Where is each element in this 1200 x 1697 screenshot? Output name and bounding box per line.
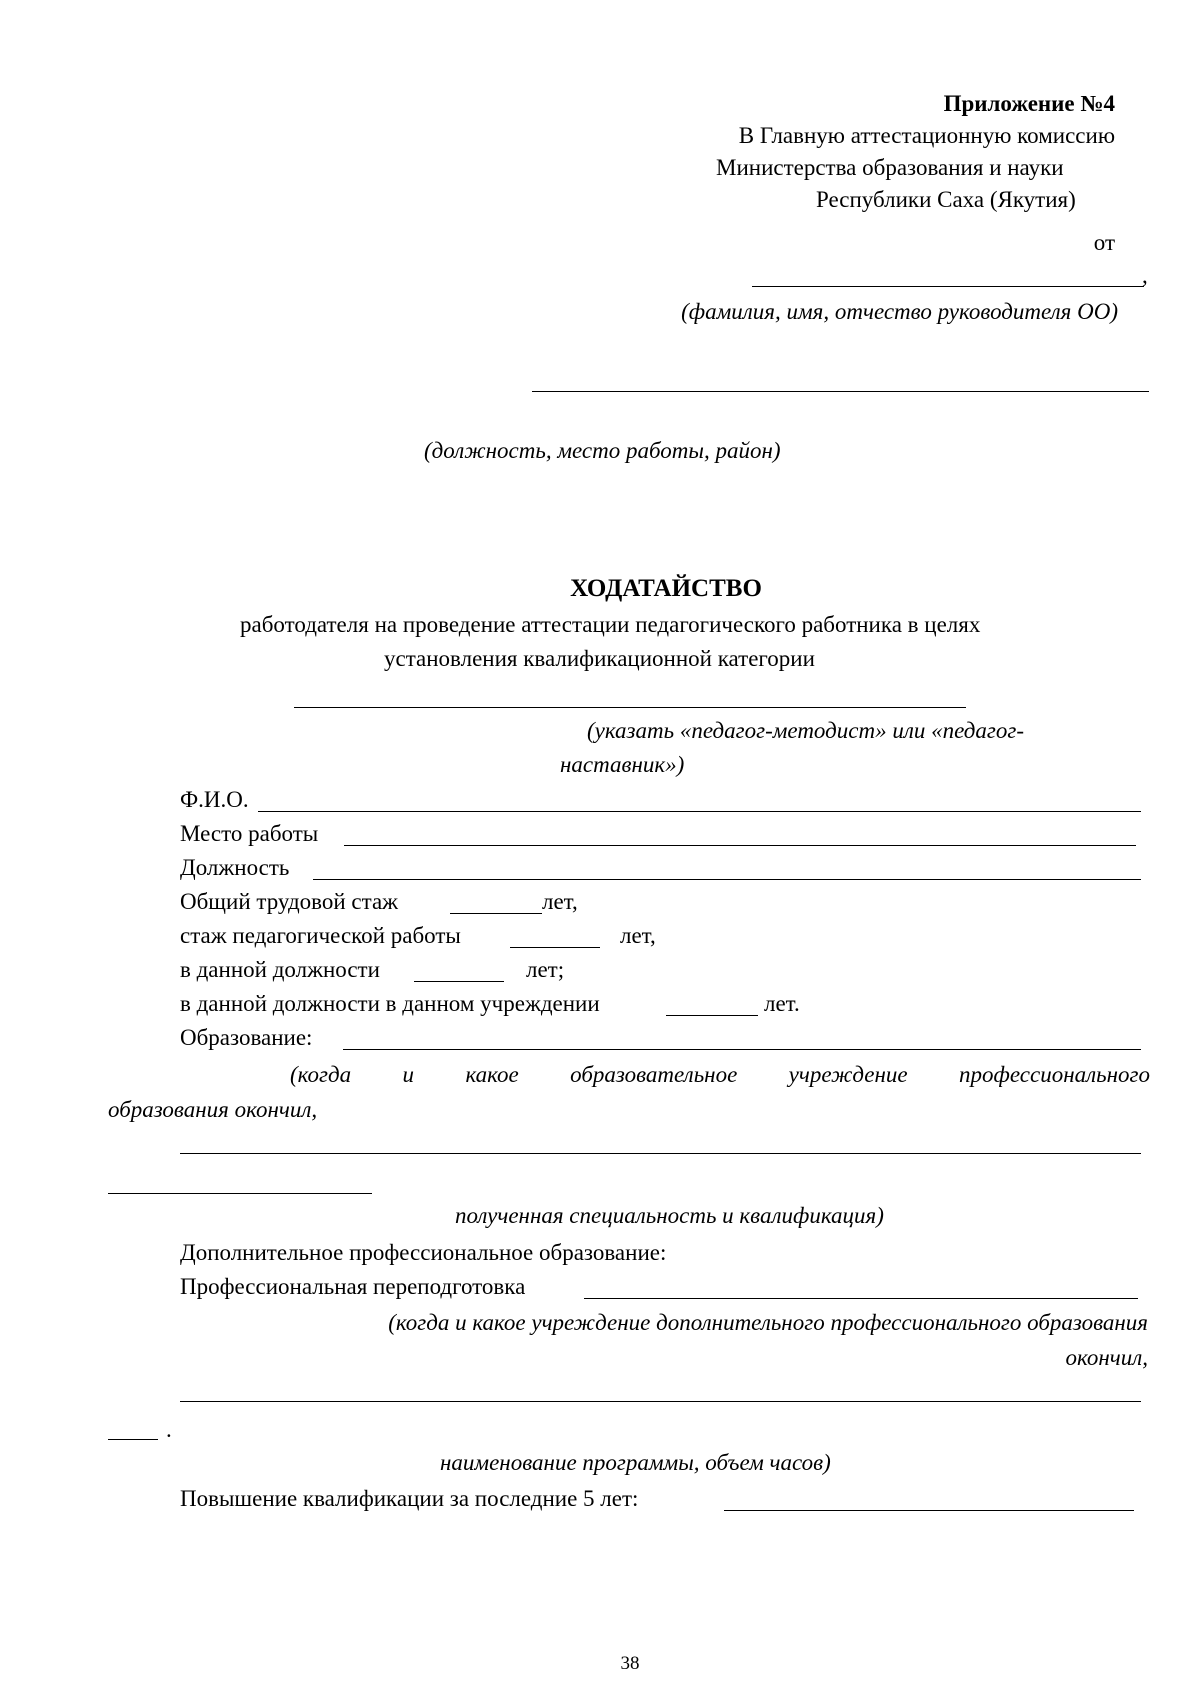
head-position-caption: (должность, место работы, район) [424,438,781,463]
additional-education-label: Дополнительное профессиональное образование: [180,1240,667,1265]
retraining-field-3[interactable] [108,1439,158,1440]
position-label: Должность [180,855,290,880]
retraining-hint-3: наименование программы, объем часов) [440,1450,831,1475]
qualification-field[interactable] [724,1510,1134,1511]
education-hint-1: (когда и какое образовательное учреждение профессионального [290,1062,1150,1087]
head-position-field[interactable] [532,391,1149,392]
education-label: Образование: [180,1025,313,1050]
total-experience-field[interactable] [450,913,542,914]
from-label: от [1093,230,1115,255]
title-subline-2: установления квалификационной категории [384,646,815,671]
ped-experience-unit: лет, [620,923,656,948]
institution-experience-field[interactable] [666,1015,758,1016]
institution-experience-unit: лет. [764,991,800,1016]
category-hint-1: (указать «педагог-методист» или «педагог- [587,718,1024,743]
head-name-caption: (фамилия, имя, отчество руководителя ОО) [681,299,1118,324]
category-field[interactable] [294,707,966,708]
comma: , [1142,263,1148,288]
fio-field[interactable] [258,811,1141,812]
position-field[interactable] [313,879,1141,880]
head-name-field[interactable] [752,286,1144,287]
education-field-3[interactable] [108,1193,372,1194]
retraining-dot: . [166,1417,172,1442]
qualification-label: Повышение квалификации за последние 5 лет: [180,1486,639,1511]
category-hint-2: наставник») [560,752,685,777]
retraining-label: Профессиональная переподготовка [180,1274,526,1299]
education-field[interactable] [343,1049,1141,1050]
retraining-hint-2: окончил, [1065,1345,1148,1370]
total-experience-label: Общий трудовой стаж [180,889,399,914]
position-experience-label: в данной должности [180,957,380,982]
workplace-label: Место работы [180,821,319,846]
retraining-field[interactable] [584,1298,1138,1299]
ped-experience-label: стаж педагогической работы [180,923,461,948]
retraining-field-2[interactable] [180,1401,1141,1402]
education-hint-2: образования окончил, [108,1097,318,1122]
addressee-line-1: В Главную аттестационную комиссию [738,123,1115,148]
workplace-field[interactable] [344,845,1136,846]
fio-label: Ф.И.О. [180,787,249,812]
ped-experience-field[interactable] [510,947,600,948]
title-subline-1: работодателя на проведение аттестации педагогического работника в целях [240,612,981,637]
institution-experience-label: в данной должности в данном учреждении [180,991,600,1016]
total-experience-unit: лет, [542,889,578,914]
position-experience-field[interactable] [414,981,504,982]
document-title: ХОДАТАЙСТВО [570,575,762,602]
addressee-line-3: Республики Саха (Якутия) [816,187,1076,212]
page-number: 38 [620,1653,640,1674]
retraining-hint-1: (когда и какое учреждение дополнительного профессионального образования [388,1310,1148,1335]
education-hint-3: полученная специальность и квалификация) [455,1203,884,1228]
addressee-line-2: Министерства образования и науки [716,155,1064,180]
appendix-label: Приложение №4 [943,91,1115,116]
position-experience-unit: лет; [526,957,565,982]
education-field-2[interactable] [180,1153,1141,1154]
